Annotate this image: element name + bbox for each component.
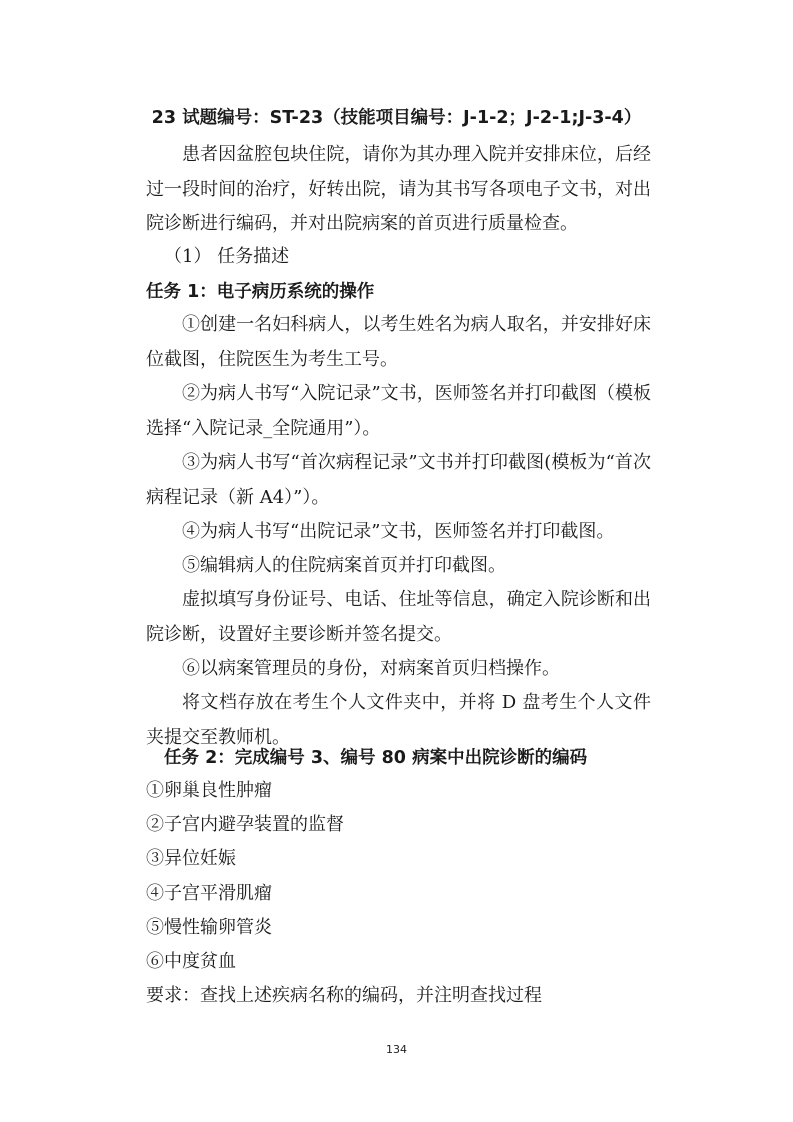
task1-item-8: 将文档存放在考生个人文件夹中，并将 D 盘考生个人文件夹提交至教师机。 xyxy=(146,692,651,748)
task1-item-1: ①创建一名妇科病人，以考生姓名为病人取名，并安排好床位截图，住院医生为考生工号。 xyxy=(146,314,651,370)
page-number: 134 xyxy=(386,1043,407,1056)
task1-item-2: ②为病人书写“入院记录”文书，医师签名并打印截图（模板选择“入院记录_全院通用”）。 xyxy=(146,383,651,439)
task1-item-4: ④为病人书写“出院记录”文书，医师签名并打印截图。 xyxy=(182,521,615,542)
task1-item-5: ⑤编辑病人的住院病案首页并打印截图。 xyxy=(182,555,506,576)
task2-item-6: ⑥中度贫血 xyxy=(146,951,236,972)
intro-paragraph: 患者因盆腔包块住院，请你为其办理入院并安排床位，后经过一段时间的治疗，好转出院，请为其书写各项电子文书，对出院诊断进行编码，并对出院病案的首页进行质量检查。 xyxy=(146,144,651,234)
task2-item-3: ③异位妊娠 xyxy=(146,848,236,869)
page-title: 23 试题编号：ST-23（技能项目编号：J-1-2；J-2-1;J-3-4） xyxy=(151,108,642,128)
section-heading: （1） 任务描述 xyxy=(164,246,290,267)
task1-item-7: ⑥以病案管理员的身份，对病案首页归档操作。 xyxy=(182,658,560,679)
task2-item-4: ④子宫平滑肌瘤 xyxy=(146,883,272,904)
task2-requirement: 要求：查找上述疾病名称的编码，并注明查找过程 xyxy=(146,985,542,1006)
task1-heading: 任务 1：电子病历系统的操作 xyxy=(146,282,375,302)
task1-item-3: ③为病人书写“首次病程记录”文书并打印截图(模板为“首次病程记录（新 A4）”）。 xyxy=(146,452,651,508)
task2-heading: 任务 2：完成编号 3、编号 80 病案中出院诊断的编码 xyxy=(164,748,588,768)
task2-item-2: ②子宫内避孕装置的监督 xyxy=(146,814,344,835)
task2-item-1: ①卵巢良性肿瘤 xyxy=(146,780,272,801)
task2-item-5: ⑤慢性输卵管炎 xyxy=(146,917,272,938)
task1-item-6: 虚拟填写身份证号、电话、住址等信息，确定入院诊断和出院诊断，设置好主要诊断并签名提交。 xyxy=(146,589,651,645)
